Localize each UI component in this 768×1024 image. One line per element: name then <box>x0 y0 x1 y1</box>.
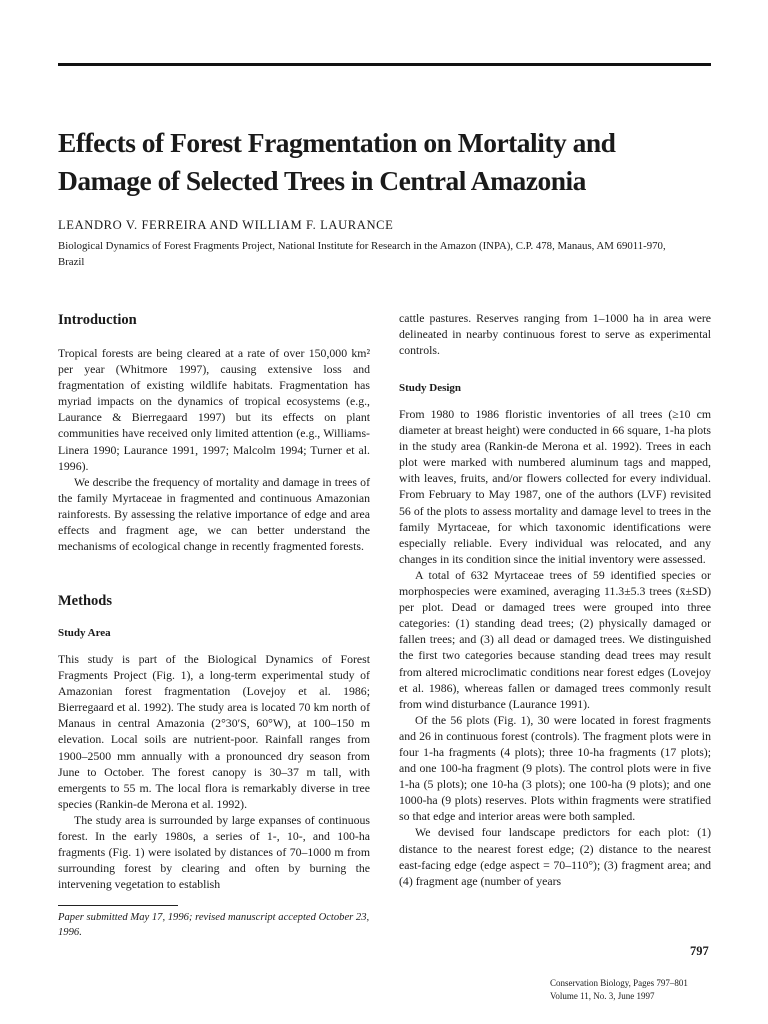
study-area-continuation <box>399 310 711 358</box>
study-design-paragraph-3: Of the 56 plots (Fig. 1), 30 were located in forest fragments and 26 in continuous forest (controls). The fragment plots were in four 1-ha fragments (4 plots); three 10-ha fragments (17 plots); and one 100-ha fragment (9 plots). The control plots were in five 1-ha (5 plots); one 10-ha (3 plots); one 100-ha (9 plots); and one 1000-ha (9 plots) reserves. Plots within fragments were stratified so that edge and interior areas were both sampled. <box>399 712 711 824</box>
introduction-paragraph-2: We describe the frequency of mortality and damage in trees of the family Myrtaceae in fragmented and continuous Amazonian rainforests. By assessing the relative importance of edge and area effects and fragment age, we can better understand the mechanisms of ecological change in recently fragmented forests. <box>58 474 370 554</box>
introduction-paragraph-1: Tropical forests are being cleared at a rate of over 150,000 km² per year (Whitmore 1997), causing extensive loss and fragmentation of existing wildlife habitats. Fragmentation has myriad impacts on the dynamics of tropical ecosystems (e.g., Laurance & Bierregaard 1997) but its effects on plant communities have received only limited attention (e.g., Williams-Linera 1990; Laurance 1991, 1997; Malcolm 1994; Turner et al. 1996). <box>58 346 370 473</box>
header-rule <box>58 63 711 66</box>
submission-footnote: Paper submitted May 17, 1996; revised manuscript accepted October 23, 1996. <box>58 912 370 938</box>
introduction-body <box>58 345 370 554</box>
study-design-paragraph-1: From 1980 to 1986 floristic inventories of all trees (≥10 cm diameter at breast height) were conducted in 66 square, 1-ha plots in the study area (Rankin-de Merona et al. 1992). Trees in each plot were marked with numbered aluminum tags and mapped, with leaves, fruits, and/or flowers collected for every individual. From February to May 1987, one of the authors (LVF) revisited 56 of the plots to assess mortality and damage level to trees in the family Myrtaceae, for which taxonomic identifications were especially reliable. Every individual was relocated, and any changes in its condition since the initial inventory were assessed. <box>399 407 711 566</box>
study-area-paragraph-2: The study area is surrounded by large expanses of continuous forest. In the early 1980s, a series of 1-, 10-, and 100-ha fragments (Fig. 1) were isolated by distances of 70–1000 m from surrounding forest by clearing and often by burning the intervening vegetation to establish <box>58 812 370 892</box>
journal-pages: Conservation Biology, Pages 797–801 <box>550 978 688 988</box>
study-area-body <box>58 651 370 892</box>
study-design-paragraph-4: We devised four landscape predictors for each plot: (1) distance to the nearest forest edge; (2) distance to the nearest east-facing edge (edge aspect = 70–110°); (3) fragment area; and (4) fragment age (number of years <box>399 825 711 888</box>
footnote-rule <box>58 905 178 906</box>
page-number: 797 <box>690 944 709 958</box>
study-area-heading: Study Area <box>58 627 111 639</box>
study-design-heading: Study Design <box>399 382 462 394</box>
author-list: LEANDRO V. FERREIRA AND WILLIAM F. LAURANCE <box>58 218 394 232</box>
study-area-continuation-text: cattle pastures. Reserves ranging from 1–1000 ha in area were delineated in nearby continuous forest to serve as experimental controls. <box>399 311 711 358</box>
introduction-heading: Introduction <box>58 312 137 328</box>
journal-citation <box>550 977 711 1003</box>
study-area-paragraph-1: This study is part of the Biological Dynamics of Forest Fragments Project (Fig. 1), a long-term experimental study of Amazonian forest fragmentation (Lovejoy et al. 1986; Bierregaard et al. 1992). The study area is located 70 km north of Manaus in central Amazonia (2°30′S, 60°W), at 100–150 m elevation. Local soils are nutrient-poor. Rainfall ranges from 1900–2500 mm annually with a pronounced dry season from June to October. The forest canopy is 30–37 m tall, with emergents to 55 m. The local flora is remarkably diverse in tree species (Rankin-de Merona et al. 1992). <box>58 652 370 811</box>
study-design-paragraph-2: A total of 632 Myrtaceae trees of 59 identified species or morphospecies were examined, averaging 11.3±5.3 trees (x̄±SD) per plot. Dead or damaged trees were grouped into three categories: (1) standing dead trees; (2) physically damaged or fallen trees; and (3) all dead or damaged trees. We distinguished the first two categories because standing dead trees may result from altered microclimatic conditions near forest edges (Lovejoy et al. 1986), whereas fallen or damaged trees commonly result from wind disturbance (Laurance 1991). <box>399 567 711 711</box>
journal-volume: Volume 11, No. 3, June 1997 <box>550 991 655 1001</box>
methods-heading: Methods <box>58 593 112 609</box>
author-affiliation: Biological Dynamics of Forest Fragments Project, National Institute for Research in the Amazon (INPA), C.P. 478, Manaus, AM 69011-970, Brazil <box>58 240 666 268</box>
paper-title: Effects of Forest Fragmentation on Mortality and Damage of Selected Trees in Central Amazonia <box>58 127 616 196</box>
study-design-body <box>399 406 711 889</box>
